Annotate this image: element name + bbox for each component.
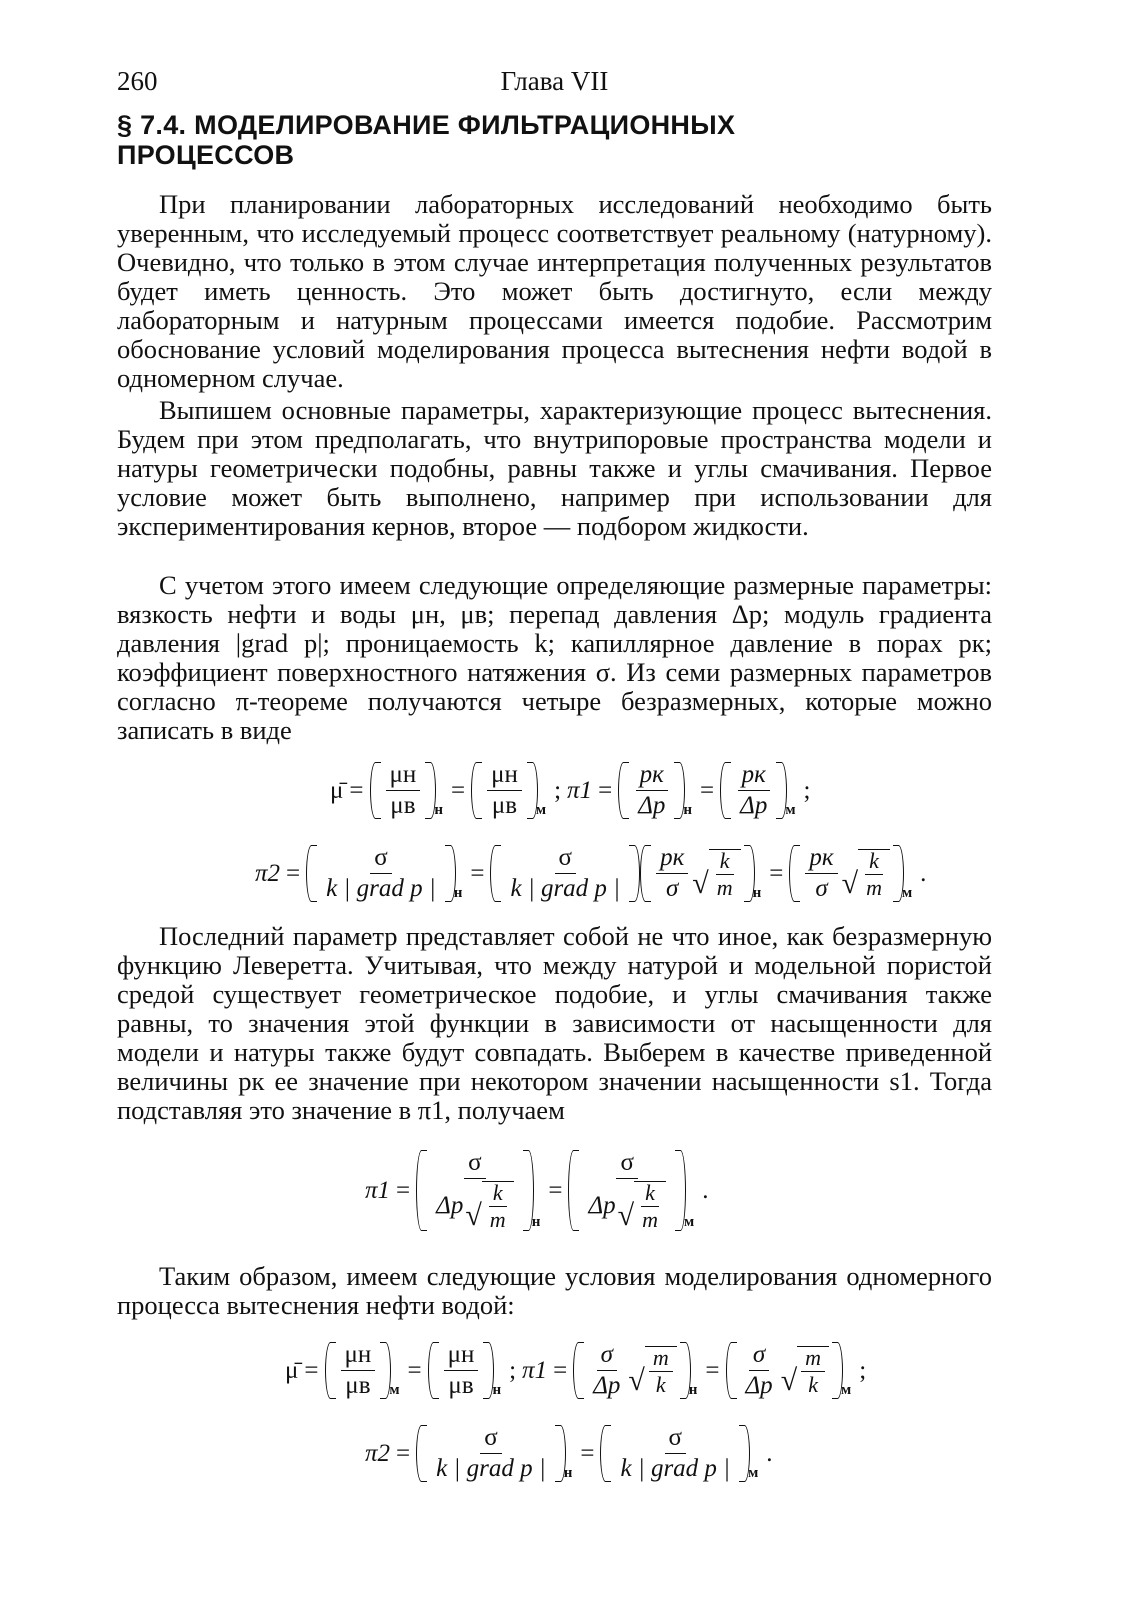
paragraph-3 xyxy=(117,571,992,745)
frac-den: Δp xyxy=(745,1372,773,1399)
paragraph-2 xyxy=(117,396,992,541)
running-title: Глава VII xyxy=(500,66,609,96)
frac-den: k | grad p | xyxy=(436,1455,546,1482)
frac-num: σ xyxy=(480,1425,501,1454)
period: . xyxy=(766,1439,773,1467)
radical-sign: √ xyxy=(841,866,859,900)
formula-mu-pi1 xyxy=(330,762,817,819)
sqrt xyxy=(781,1346,829,1396)
equals-sign: = xyxy=(470,859,485,887)
frac-num: k xyxy=(865,850,883,875)
paragraph-3-text: С учетом этого имеем следующие определяющие размерные параметры: вязкость нефти и воды μн, μв; перепад давления Δp; модуль градиента давления |grad p|; проницаемость k; капиллярное давление в порах pк; коэффициент поверхностного натяжения σ. Из семи размерных параметров согласно π-теореме получаются четыре безразмерных, которые можно записать в виде xyxy=(117,570,992,745)
frac-num: σ xyxy=(665,1425,686,1454)
mu-bar-symbol: μ̄ xyxy=(285,1356,299,1384)
frac-den: μв xyxy=(448,1372,474,1399)
subscript-m: м xyxy=(389,1382,400,1398)
pi1-symbol: π1 xyxy=(365,1176,391,1204)
frac-den: Δp xyxy=(638,792,666,819)
ratio-mu-n xyxy=(428,1342,495,1399)
subscript-m: м xyxy=(901,885,913,901)
equals-sign: = xyxy=(286,859,301,887)
semicolon: ; xyxy=(509,1356,517,1384)
dp-symbol: Δp xyxy=(436,1192,464,1219)
equals-sign: = xyxy=(396,1176,411,1204)
frac-num: σ xyxy=(555,845,576,874)
ratio-sigma-grad-n xyxy=(416,1425,566,1482)
ratio-sigma-dp-n xyxy=(416,1150,534,1231)
pi1-symbol: π1 xyxy=(522,1356,548,1384)
subscript-n: н xyxy=(563,1465,573,1481)
page-header xyxy=(117,66,992,100)
frac-num: k xyxy=(489,1182,507,1207)
equals-sign: = xyxy=(769,859,784,887)
equals-sign: = xyxy=(705,1356,720,1384)
paragraph-4 xyxy=(117,922,992,1125)
equals-sign: = xyxy=(349,776,364,804)
period: . xyxy=(920,859,927,887)
ratio-sigma-grad-m xyxy=(600,1425,750,1482)
ratio-sigma-dp-m xyxy=(568,1150,686,1231)
frac-den: Δp xyxy=(740,792,768,819)
paragraph-5-text: Таким образом, имеем следующие условия моделирования одномерного процесса вытеснения нефти водой: xyxy=(117,1261,992,1320)
section-heading xyxy=(117,110,877,170)
frac-num: σ xyxy=(464,1150,485,1179)
period: . xyxy=(702,1176,709,1204)
sqrt xyxy=(692,849,740,899)
subscript-n: н xyxy=(531,1214,541,1230)
paragraph-1 xyxy=(117,190,992,393)
subscript-n: н xyxy=(453,885,463,901)
equals-sign: = xyxy=(304,1356,319,1384)
frac-num: μн xyxy=(444,1342,479,1371)
section-heading-line2: ПРОЦЕССОВ xyxy=(117,140,295,170)
subscript-n: н xyxy=(434,802,443,818)
equals-sign: = xyxy=(450,776,466,804)
frac-den: k | grad p | xyxy=(326,875,436,902)
frac-den: m xyxy=(716,874,733,900)
frac-den: μв xyxy=(390,792,416,819)
equals-sign: = xyxy=(553,1356,568,1384)
page-number: 260 xyxy=(117,66,158,96)
ratio-mu-m xyxy=(325,1342,392,1399)
frac-den: k xyxy=(808,1371,818,1397)
frac-den: m xyxy=(489,1207,506,1232)
frac-den: m xyxy=(866,874,882,900)
frac-den: k xyxy=(655,1371,666,1397)
radical-sign: √ xyxy=(465,1199,482,1232)
subscript-n: н xyxy=(688,1382,698,1398)
frac-num: σ xyxy=(749,1342,769,1371)
formula-pi2 xyxy=(255,845,932,902)
formula-pi1-substituted xyxy=(365,1150,714,1231)
radical-sign: √ xyxy=(780,1363,798,1397)
frac-den: Δp xyxy=(593,1372,621,1399)
ratio-sigma-dp-n xyxy=(573,1342,691,1399)
ratio-mu-n xyxy=(370,762,437,819)
equals-sign: = xyxy=(396,1439,411,1467)
frac-num: pк xyxy=(738,762,770,791)
sqrt xyxy=(618,1181,666,1231)
frac-num: pк xyxy=(805,845,837,874)
radical-sign: √ xyxy=(617,1199,635,1232)
semicolon: ; xyxy=(554,776,562,804)
sqrt xyxy=(465,1181,513,1231)
semicolon: ; xyxy=(803,776,811,804)
ratio-pk-m xyxy=(720,762,787,819)
subscript-m: м xyxy=(535,802,547,818)
frac-den: m xyxy=(642,1207,658,1232)
sqrt xyxy=(628,1346,676,1396)
pi2-symbol: π2 xyxy=(255,859,281,887)
subscript-m: м xyxy=(684,1214,695,1230)
frac-num: σ xyxy=(597,1342,617,1371)
ratio-sigma-grad xyxy=(490,845,640,902)
ratio-sigma-dp-m xyxy=(726,1342,844,1399)
frac-num: m xyxy=(801,1347,825,1372)
ratio-pk-n xyxy=(618,762,685,819)
subscript-n: н xyxy=(752,885,762,901)
section-heading-line1: § 7.4. МОДЕЛИРОВАНИЕ ФИЛЬТРАЦИОННЫХ xyxy=(117,110,736,140)
leverett-m xyxy=(789,845,904,902)
frac-num: σ xyxy=(370,845,391,874)
ratio-mu-m xyxy=(471,762,538,819)
subscript-n: н xyxy=(492,1382,502,1398)
equals-sign: = xyxy=(598,776,613,804)
equals-sign: = xyxy=(407,1356,422,1384)
frac-den: μв xyxy=(345,1372,371,1399)
leverett-n xyxy=(640,845,755,902)
frac-den: k | grad p | xyxy=(620,1455,731,1482)
semicolon: ; xyxy=(859,1356,867,1384)
radical-sign: √ xyxy=(628,1363,645,1397)
dp-symbol: Δp xyxy=(588,1192,616,1219)
pi2-symbol: π2 xyxy=(365,1439,391,1467)
paragraph-1-text: При планировании лабораторных исследований необходимо быть уверенным, что исследуемый процесс соответствует реальному (натурному). Очевидно, что только в этом случае интерпретация полученных результатов будет иметь ценность. Это может быть достигнуто, если между лабораторным и натурным процессами имеется подобие. Рассмотрим обоснование условий моделирования процесса вытеснения нефти водой в одномерном случае. xyxy=(117,189,992,393)
mu-bar-symbol: μ̄ xyxy=(330,776,344,804)
frac-num: pк xyxy=(636,762,668,791)
paragraph-5 xyxy=(117,1262,992,1320)
subscript-n: н xyxy=(683,802,693,818)
frac-den: σ xyxy=(665,875,679,902)
ratio-sigma-grad-n xyxy=(306,845,456,902)
radical-sign: √ xyxy=(692,866,709,900)
subscript-m: м xyxy=(785,802,796,818)
frac-num: pк xyxy=(656,845,688,874)
frac-num: μн xyxy=(341,1342,376,1371)
equals-sign: = xyxy=(548,1176,563,1204)
frac-den: μв xyxy=(491,792,518,819)
formula-final-pi2 xyxy=(365,1425,779,1482)
paragraph-4-text: Последний параметр представляет собой не что иное, как безразмерную функцию Леверетта. Учитывая, что между натурой и модельной пористой средой существует геометрическое подобие, и углы смачивания также равны, то значения этой функции в зависимости от насыщенности для модели и натуры также будут совпадать. Выберем в качестве приведенной величины pк ее значение при некотором значении насыщенности s1. Тогда подставляя это значение в π1, получаем xyxy=(117,921,992,1125)
frac-den: k | grad p | xyxy=(510,875,621,902)
equals-sign: = xyxy=(700,776,715,804)
frac-num: σ xyxy=(616,1150,637,1179)
paragraph-2-text: Выпишем основные параметры, характеризующие процесс вытеснения. Будем при этом предполагать, что внутрипоровые пространства модели и натуры геометрически подобны, равны также и углы смачивания. Первое условие может быть выполнено, например при использовании для экспериментирования кернов, второе — подбором жидкости. xyxy=(117,395,992,541)
equals-sign: = xyxy=(580,1439,595,1467)
subscript-m: м xyxy=(841,1382,852,1398)
frac-num: m xyxy=(649,1347,673,1372)
pi1-symbol: π1 xyxy=(567,776,593,804)
formula-final-mu-pi1 xyxy=(285,1342,872,1399)
frac-num: μн xyxy=(386,762,421,791)
subscript-m: м xyxy=(748,1465,759,1481)
frac-num: μн xyxy=(487,762,522,791)
frac-num: k xyxy=(641,1182,659,1207)
frac-num: k xyxy=(716,850,734,875)
sqrt xyxy=(842,849,890,899)
frac-den: σ xyxy=(815,875,828,902)
